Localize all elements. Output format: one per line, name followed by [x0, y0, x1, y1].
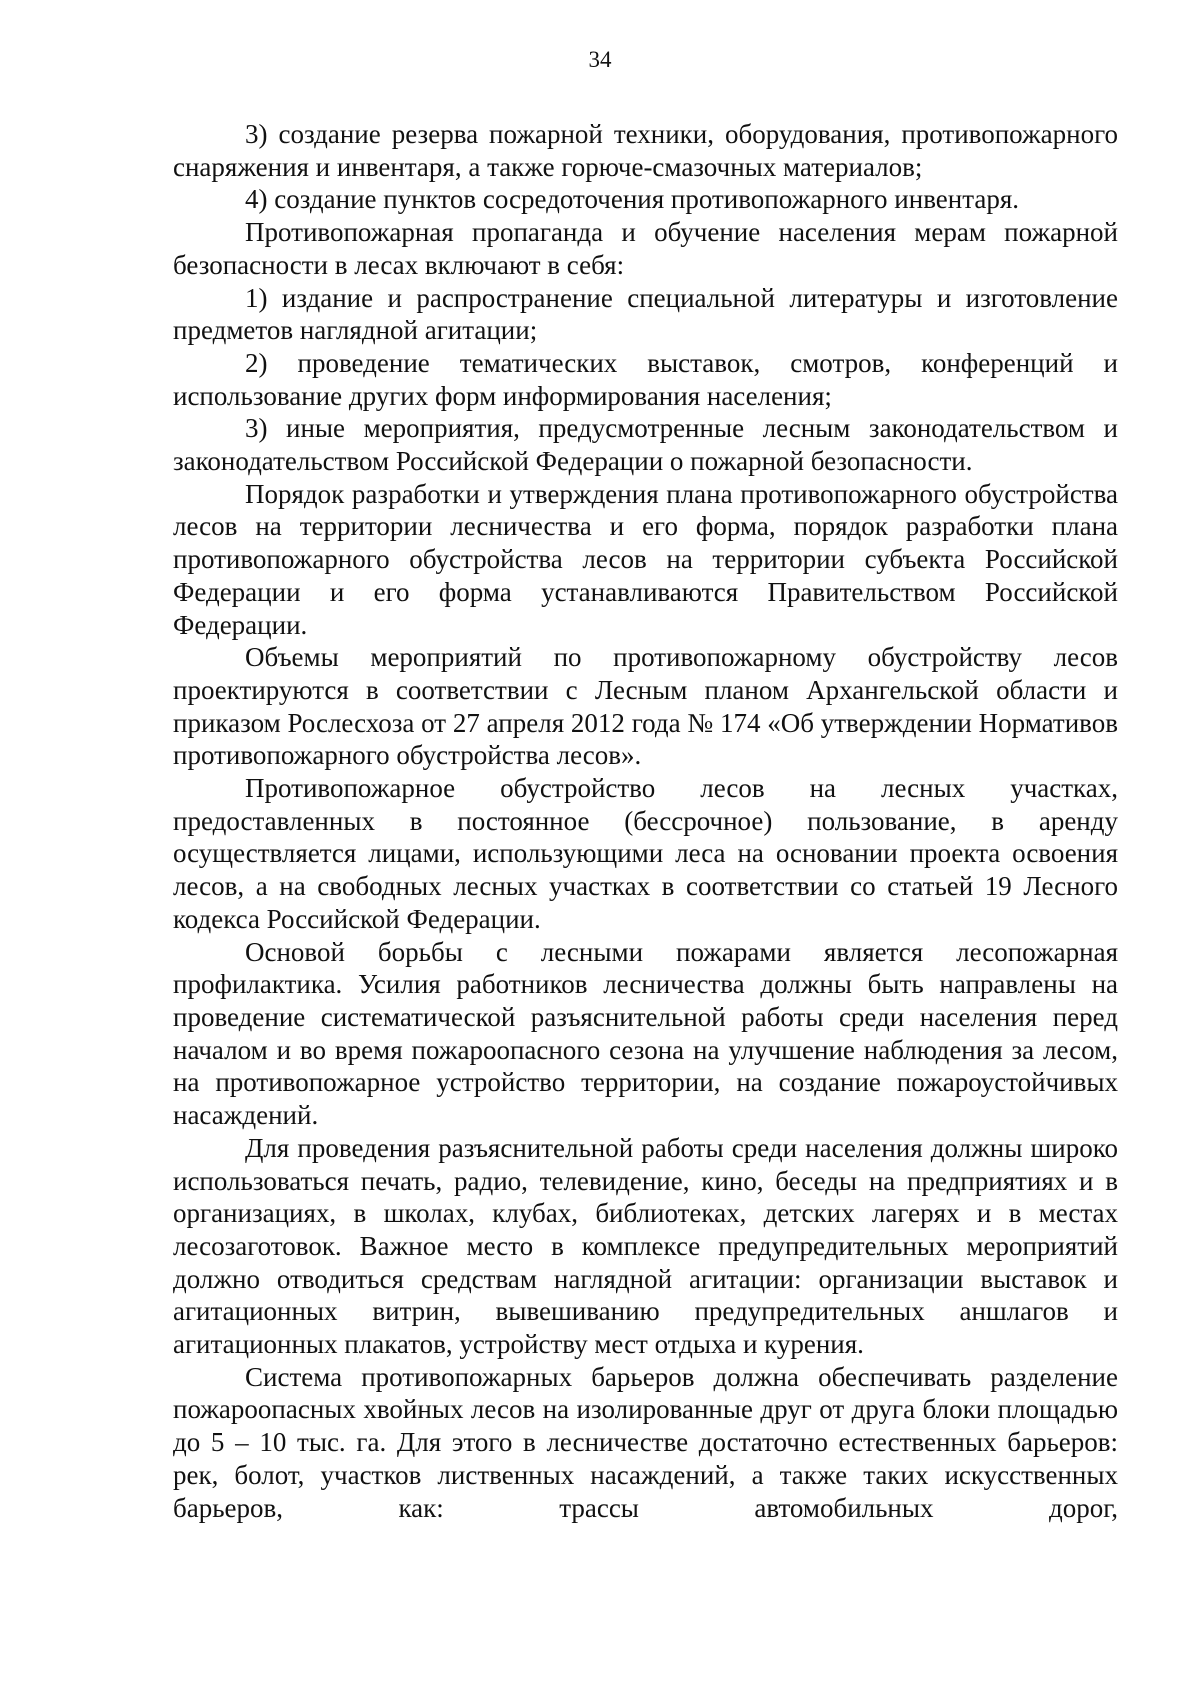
paragraph-reserve-equipment: 3) создание резерва пожарной техники, оборудования, противопожарного снаряжения и инвентаря, а также горюче-смазочных материалов; — [173, 119, 1118, 182]
paragraph-concentration-points: 4) создание пунктов сосредоточения противопожарного инвентаря. — [245, 184, 1020, 215]
paragraph-plan-procedure: Порядок разработки и утверждения плана противопожарного обустройства лесов на территории лесничества и его форма, порядок разработки плана противопожарного обустройства лесов на территории субъекта Российской Федерации и его форма устанавливаются Правительством Российской Федерации. — [173, 478, 1118, 640]
paragraph-outreach: Для проведения разъяснительной работы среди населения должны широко использоваться печать, радио, телевидение, кино, беседы на предприятиях и в организациях, в школах, клубах, библиотеках, детских лагерях и в местах лесозаготовок. Важное место в комплексе предупредительных мероприятий должно отводиться средствам наглядной агитации: организации выставок и агитационных витрин, вывешиванию предупредительных аншлагов и агитационных плакатов, устройству мест отдыха и курения. — [173, 1132, 1118, 1360]
paragraph-fire-barriers: Система противопожарных барьеров должна обеспечивать разделение пожароопасных хвойных лесов на изолированные друг от друга блоки площадью до 5 – 10 тыс. га. Для этого в лесничестве достаточно естественных барьеров: рек, болот, участков лиственных насаждений, а также таких искусственных барьеров, как: трассы автомобильных дорог, — [173, 1361, 1118, 1523]
page-number: 34 — [588, 47, 612, 72]
paragraph-literature: 1) издание и распространение специальной литературы и изготовление предметов наглядной агитации; — [173, 282, 1118, 346]
paragraph-lease-arrangement: Противопожарное обустройство лесов на лесных участках, предоставленных в постоянное (бессрочное) пользование, в аренду осуществляется лицами, использующими леса на основании проекта освоения лесов, а на свободных лесных участках в соответствии со статьей 19 Лесного кодекса Российской Федерации. — [173, 773, 1118, 934]
paragraph-other-measures: 3) иные мероприятия, предусмотренные лесным законодательством и законодательством Российской Федерации о пожарной безопасности. — [173, 413, 1118, 477]
paragraph-volumes: Объемы мероприятий по противопожарному обустройству лесов проектируются в соответствии с Лесным планом Архангельской области и приказом Рослесхоза от 27 апреля 2012 года № 174 «Об утверждении Нормативов противопожарного обустройства лесов». — [173, 642, 1118, 771]
body-text — [173, 118, 1118, 1524]
paragraph-propaganda-intro: Противопожарная пропаганда и обучение населения мерам пожарной безопасности в лесах включают в себя: — [173, 217, 1118, 280]
paragraph-prevention: Основой борьбы с лесными пожарами является лесопожарная профилактика. Усилия работников лесничества должны быть направлены на проведение систематической разъяснительной работы среди населения перед началом и во время пожароопасного сезона на улучшение наблюдения за лесом, на противопожарное устройство территории, на создание пожароустойчивых насаждений. — [173, 936, 1118, 1131]
paragraph-exhibitions: 2) проведение тематических выставок, смотров, конференций и использование других форм информирования населения; — [173, 347, 1118, 411]
